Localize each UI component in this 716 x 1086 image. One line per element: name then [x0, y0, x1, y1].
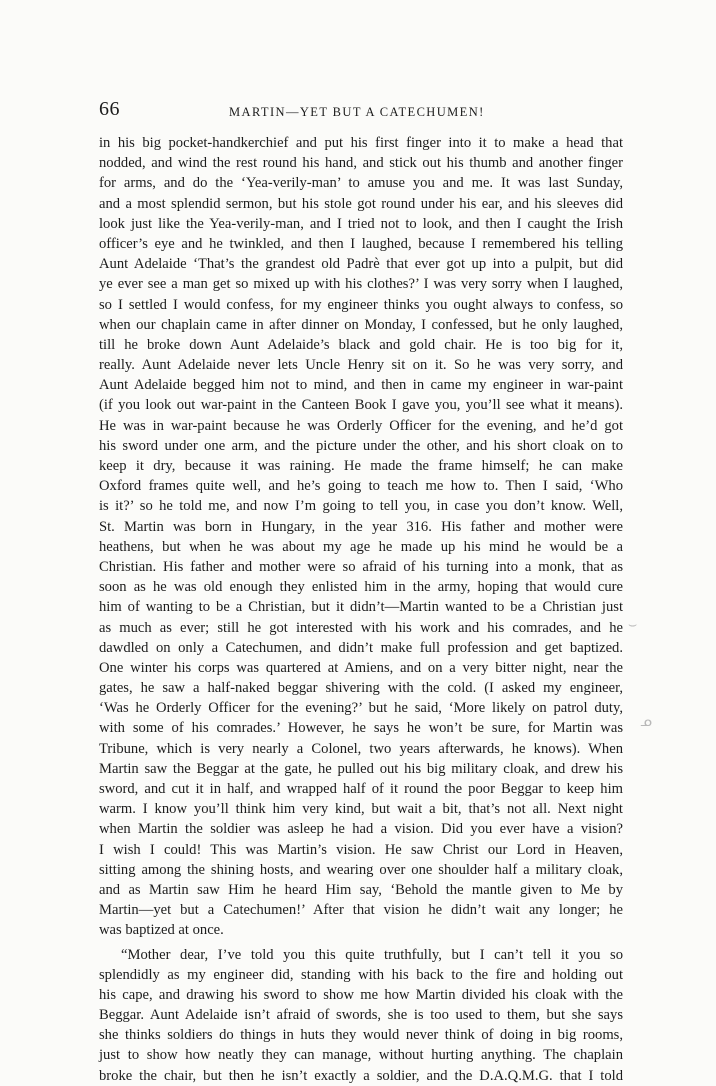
text-line: One winter his corps was quartered at Amiens, and on a very bitter night, near the [99, 659, 623, 676]
text-line: officer’s eye and he twinkled, and then I laughed, because I remembered his telling [99, 235, 623, 252]
text-line: heathens, but when he was about my age he made up his mind he would be a [99, 538, 623, 555]
text-line: and as Martin saw Him he heard Him say, ‘Behold the mantle given to Me by [99, 881, 623, 898]
text-line: ‘Was he Orderly Officer for the evening?’ but he said, ‘More likely on patrol duty, [99, 700, 623, 717]
text-line: I wish I could! This was Martin’s vision. He saw Christ our Lord in Heaven, [99, 841, 623, 858]
text-line: nodded, and wind the rest round his hand, and stick out his thumb and another finger [99, 155, 623, 172]
text-line: was baptized at once. [99, 922, 224, 939]
text-line: Oxford frames quite well, and he’s going to teach me how to. Then I said, ‘Who [99, 478, 623, 495]
text-line: when Martin the soldier was asleep he had a vision. Did you ever have a vision? [99, 821, 623, 838]
text-line: with some of his comrades.’ However, he says he won’t be sure, for Martin was [99, 720, 623, 737]
text-line: when our chaplain came in after dinner on Monday, I confessed, but he only laughed, [99, 316, 623, 333]
text-line: just to show how neatly they can manage, without hurting anything. The chaplain [99, 1047, 623, 1064]
page-number: 66 [99, 98, 120, 120]
margin-pencil-mark: ⌣ [628, 618, 638, 633]
text-line: as much as ever; still he got interested with his work and his comrades, and he [99, 619, 623, 636]
text-line: look just like the Yea-verily-man, and I tried not to look, and then I caught the Irish [99, 215, 623, 232]
text-line: dawdled on only a Catechumen, and didn’t make full profession and get baptized. [99, 639, 623, 656]
text-line: his sword under one arm, and the picture under the other, and his short cloak on to [99, 437, 623, 454]
text-line: St. Martin was born in Hungary, in the year 316. His father and mother were [99, 518, 623, 535]
text-line: him of wanting to be a Christian, but it didn’t—Martin wanted to be a Christian just [99, 599, 623, 616]
text-line: his cape, and drawing his sword to show me how Martin divided his cloak with the [99, 986, 623, 1003]
text-line: Martin saw the Beggar at the gate, he pulled out his big military cloak, and drew his [99, 760, 623, 777]
text-line: really. Aunt Adelaide never lets Uncle Henry sit on it. So he was very sorry, and [99, 357, 623, 374]
text-line: warm. I know you’ll think him very kind, but wait a bit, that’s not all. Next night [99, 801, 623, 818]
text-line: she thinks soldiers do things in huts they would never think of doing in big rooms, [99, 1027, 623, 1044]
text-line: He was in war-paint because he was Orderly Officer for the evening, and he’d got [99, 417, 623, 434]
text-line: keep it dry, because it was raining. He made the frame himself; he can make [99, 458, 623, 474]
text-line: in his big pocket-handkerchief and put his first finger into it to make a head that [99, 135, 623, 151]
text-line: gates, he saw a half-naked beggar shivering with the cold. (I asked my engineer, [99, 680, 623, 697]
text-line: Christian. His father and mother were so afraid of his turning into a monk, that as [99, 558, 623, 575]
text-line: soon as he was old enough they enlisted him in the army, hoping that would cure [99, 579, 623, 596]
text-line: splendidly as my engineer did, standing with his back to the fire and holding out [99, 966, 623, 983]
body-text [99, 133, 623, 1086]
text-line: Martin—yet but a Catechumen!’ After that vision he didn’t wait any longer; he [99, 902, 623, 919]
text-line: “Mother dear, I’ve told you this quite truthfully, but I can’t tell it you so [121, 946, 623, 963]
text-line: is it?’ so he told me, and now I’m going to tell you, in case you don’t know. Well, [99, 498, 623, 515]
text-line: (if you look out war-paint in the Canteen Book I gave you, you’ll see what it means). [99, 397, 623, 414]
text-line: sword, and cut it in half, and wrapped half of it round the poor Beggar to keep him [99, 781, 623, 797]
text-line: broke the chair, but then he isn’t exactly a soldier, and the D.A.Q.M.G. that I told [99, 1067, 623, 1084]
text-line: Aunt Adelaide begged him not to mind, and then in came my engineer in war-paint [99, 377, 623, 394]
running-head: MARTIN—YET BUT A CATECHUMEN! [229, 105, 485, 119]
text-line: Tribune, which is very nearly a Colonel, two years afterwards, he knows). When [99, 740, 623, 757]
text-line: Aunt Adelaide ‘That’s the grandest old Padrè that ever got up into a pulpit, but did [99, 256, 623, 273]
text-line: and a most splendid sermon, but his stole got round under his ear, and his sleeves did [99, 195, 623, 212]
text-line: till he broke down Aunt Adelaide’s black and gold chair. He is too big for it, [99, 336, 623, 353]
text-line: so I settled I would confess, for my engineer thinks you ought always to confess, so [99, 296, 623, 313]
text-line: Beggar. Aunt Adelaide isn’t afraid of swords, she is too used to them, but she says [99, 1007, 623, 1024]
text-line: sitting among the shining hosts, and wearing over one shoulder half a military cloak, [99, 861, 623, 878]
text-line: for arms, and do the ‘Yea-verily-man’ to amuse you and me. It was last Sunday, [99, 175, 623, 192]
text-line: ye ever see a man get so mixed up with his clothes?’ I was very sorry when I laughed, [99, 276, 623, 293]
margin-pencil-mark: ᓄ [640, 715, 652, 730]
